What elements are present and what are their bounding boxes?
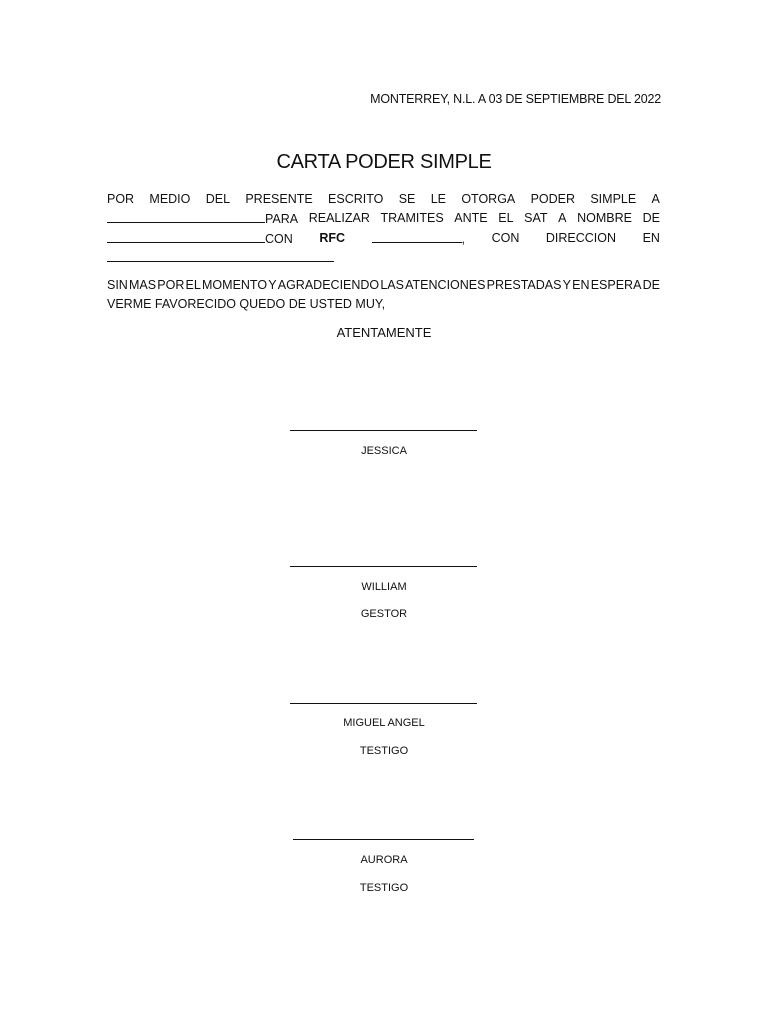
word: A [651, 192, 660, 206]
address-blank-line [107, 248, 334, 262]
word: ATENCIONES [405, 278, 486, 292]
word: NOMBRE [577, 211, 632, 226]
word: SIMPLE [590, 192, 637, 206]
word: PODER [530, 192, 576, 206]
paragraph-line [107, 229, 660, 248]
word: CON [265, 231, 293, 246]
paragraph-text: VERME FAVORECIDO QUEDO DE USTED MUY, [107, 297, 386, 312]
paragraph-line [107, 248, 660, 267]
word: PRESENTE [245, 192, 313, 206]
word: SIN [107, 278, 128, 292]
word: LE [430, 192, 446, 206]
word: POR [107, 192, 135, 206]
word: Y [562, 278, 571, 292]
signature-line [290, 430, 477, 431]
signer-role: TESTIGO [359, 745, 409, 757]
word: PRESTADAS [486, 278, 562, 292]
paragraph-line [107, 190, 660, 209]
word: DEL [205, 192, 231, 206]
signer-name: MIGUEL ANGEL [343, 717, 425, 729]
signature-line [290, 566, 477, 567]
signature-line [293, 839, 474, 840]
document-title: CARTA PODER SIMPLE [276, 151, 492, 173]
word: TRAMITES [380, 211, 444, 226]
paragraph-line [107, 295, 660, 314]
name-blank-line: PARA [107, 209, 298, 228]
paragraph-line [107, 276, 660, 295]
word: MOMENTO [202, 278, 268, 292]
place-date: MONTERREY, N.L. A 03 DE SEPTIEMBRE DEL 2022 [370, 92, 661, 106]
signer-name: JESSICA [361, 445, 407, 457]
word: CON [491, 230, 520, 245]
word: EN [572, 278, 590, 292]
word: OTORGA [461, 192, 516, 206]
word: DIRECCION [545, 230, 617, 245]
signer-role: GESTOR [360, 608, 408, 620]
rfc-label: RFC [319, 230, 346, 245]
word: AGRADECIENDO [277, 278, 380, 292]
word: EL [498, 211, 514, 226]
word: SAT [524, 211, 548, 226]
paragraph-line [107, 209, 660, 228]
word: A [558, 211, 567, 226]
paragraph-thanks [107, 276, 660, 315]
word: MEDIO [149, 192, 191, 206]
signer-name: AURORA [360, 854, 408, 866]
rfc-blank-line: , [372, 229, 465, 248]
word: LAS [380, 278, 404, 292]
word: EL [185, 278, 201, 292]
word: ANTE [454, 211, 488, 226]
word: SE [398, 192, 416, 206]
signer-name: WILLIAM [361, 581, 407, 593]
word: ESPERA [590, 278, 642, 292]
word: Y [268, 278, 277, 292]
word: EN [642, 230, 660, 245]
word: MAS [129, 278, 157, 292]
signer-role: TESTIGO [359, 882, 409, 894]
word: DE [642, 211, 660, 226]
word: DE [642, 278, 660, 292]
paragraph-grant [107, 190, 660, 267]
signature-line [290, 703, 477, 704]
word: REALIZAR [308, 211, 370, 226]
closing-text: ATENTAMENTE [336, 325, 432, 340]
word: ESCRITO [328, 192, 384, 206]
word: POR [157, 278, 185, 292]
name-blank-line-2 [107, 229, 293, 248]
